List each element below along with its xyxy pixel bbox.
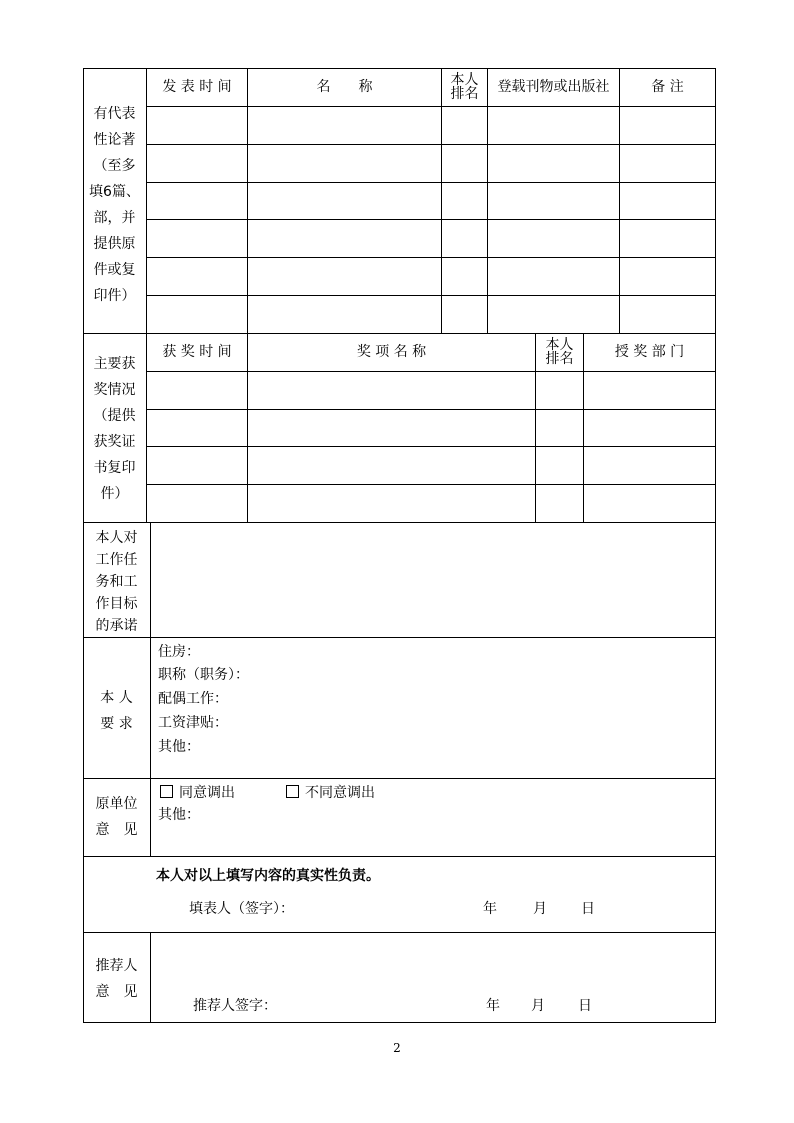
works-row-divider <box>146 106 716 107</box>
recommender-day: 日 <box>578 998 592 1014</box>
divider-requirements <box>83 637 716 638</box>
requirement-housing: 住房： <box>158 644 200 660</box>
awards-header-rank: 本人 排名 <box>545 337 574 367</box>
works-row-divider <box>146 219 716 220</box>
recommender-year: 年 <box>486 998 500 1014</box>
table-border-bottom <box>83 1022 716 1023</box>
divider-original-unit <box>83 778 716 779</box>
original-unit-side-divider <box>150 778 151 856</box>
works-col-divider <box>619 68 620 333</box>
disagree-label: 不同意调出 <box>305 785 375 801</box>
agree-label: 同意调出 <box>179 785 235 801</box>
divider-recommender <box>83 932 716 933</box>
declaration-day: 日 <box>581 901 595 917</box>
awards-row-divider <box>146 484 716 485</box>
requirement-other: 其他： <box>158 739 200 755</box>
recommender-month: 月 <box>531 998 545 1014</box>
awards-side-divider <box>146 333 147 522</box>
works-row-divider <box>146 182 716 183</box>
table-border-top <box>83 68 716 69</box>
disagree-checkbox[interactable] <box>286 785 299 798</box>
works-header-name: 名 称 <box>316 79 373 95</box>
requirement-spouse-job: 配偶工作： <box>158 691 228 707</box>
requirement-salary: 工资津贴： <box>158 715 228 731</box>
requirement-title: 职称（职务）： <box>158 667 249 683</box>
declaration-signer-label: 填表人（签字）： <box>189 901 294 917</box>
divider-awards <box>83 333 716 334</box>
works-col-divider <box>441 68 442 333</box>
works-header-rank: 本人 排名 <box>450 72 479 102</box>
declaration-month: 月 <box>533 901 547 917</box>
commitment-side-label: 本人对 工作任 务和工 作目标 的承诺 <box>95 530 138 634</box>
divider-commitment <box>83 522 716 523</box>
original-unit-other: 其他： <box>158 807 200 823</box>
works-row-divider <box>146 144 716 145</box>
awards-header-time: 获 奖 时 间 <box>162 344 232 360</box>
recommender-signer-label: 推荐人签字： <box>193 998 277 1014</box>
agree-option[interactable] <box>160 784 235 802</box>
agree-checkbox[interactable] <box>160 785 173 798</box>
works-side-divider <box>146 68 147 333</box>
table-border-right <box>715 68 716 1023</box>
awards-col-divider <box>583 333 584 522</box>
awards-row-divider <box>146 409 716 410</box>
works-row-divider <box>146 257 716 258</box>
recommender-side-label: 推荐人 意 见 <box>95 958 138 1000</box>
works-header-time: 发 表 时 间 <box>162 79 232 95</box>
declaration-year: 年 <box>483 901 497 917</box>
application-form-table <box>83 68 716 1023</box>
recommender-side-divider <box>150 932 151 1023</box>
awards-col-divider <box>247 333 248 522</box>
works-row-divider <box>146 295 716 296</box>
page-number: 2 <box>393 1041 401 1055</box>
awards-header-dept: 授 奖 部 门 <box>614 344 685 360</box>
works-col-divider <box>247 68 248 333</box>
awards-row-divider <box>146 371 716 372</box>
awards-header-name: 奖 项 名 称 <box>356 344 427 360</box>
disagree-option[interactable] <box>286 784 375 802</box>
awards-side-label: 主要获 奖情况 （提供 获奖证 书复印 件） <box>93 356 136 502</box>
declaration-statement: 本人对以上填写内容的真实性负责。 <box>156 868 380 884</box>
requirements-side-divider <box>150 637 151 778</box>
works-side-label: 有代表 性论著 （至多 填6篇、 部，并 提供原 件或复 印件） <box>89 106 140 304</box>
divider-declaration <box>83 856 716 857</box>
original-unit-side-label: 原单位 意 见 <box>95 796 138 838</box>
awards-row-divider <box>146 446 716 447</box>
works-header-remark: 备 注 <box>651 79 684 95</box>
requirements-side-label: 本 人 要 求 <box>100 690 133 732</box>
works-header-publisher: 登载刊物或出版社 <box>497 79 610 95</box>
works-col-divider <box>487 68 488 333</box>
commitment-side-divider <box>150 522 151 637</box>
